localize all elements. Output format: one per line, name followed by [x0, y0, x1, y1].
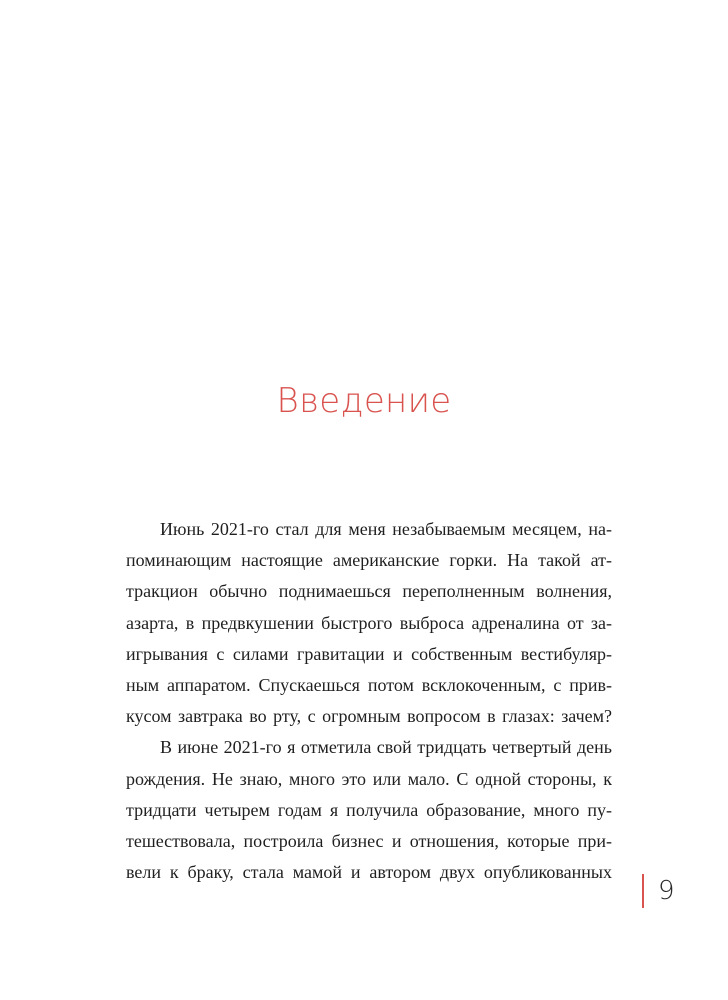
page-number-rule — [642, 874, 644, 908]
body-text — [126, 514, 612, 888]
paragraph-line: рождения. Не знаю, много это или мало. С одной стороны, к — [126, 768, 612, 789]
paragraph-line: тешествовала, построила бизнес и отношения, которые при- — [126, 830, 612, 851]
paragraph-line: В июне 2021-го я отметила свой тридцать четвертый день — [160, 737, 612, 758]
page-number: 9 — [658, 876, 675, 906]
page-footer — [642, 872, 675, 910]
paragraph-line: игрывания с силами гравитации и собственным вестибуляр- — [126, 643, 612, 664]
paragraph-line: азарта, в предвкушении быстрого выброса адреналина от за- — [126, 612, 612, 633]
paragraph-line: кусом завтрака во рту, с огромным вопросом в глазах: зачем? — [126, 706, 612, 727]
paragraph-line: ным аппаратом. Спускаешься потом всклокоченным, с прив- — [126, 674, 612, 695]
paragraph-line: Июнь 2021-го стал для меня незабываемым месяцем, на- — [160, 519, 612, 539]
paragraph-line: вели к браку, стала мамой и автором двух опубликованных — [126, 862, 612, 883]
paragraph-line: тридцати четырем годам я получила образование, много пу- — [126, 799, 612, 820]
paragraph-line: тракцион обычно поднимаешься переполненным волнения, — [126, 581, 612, 602]
paragraph-line: поминающим настоящие американские горки. На такой ат- — [126, 550, 612, 571]
chapter-title: Введение — [276, 381, 452, 421]
